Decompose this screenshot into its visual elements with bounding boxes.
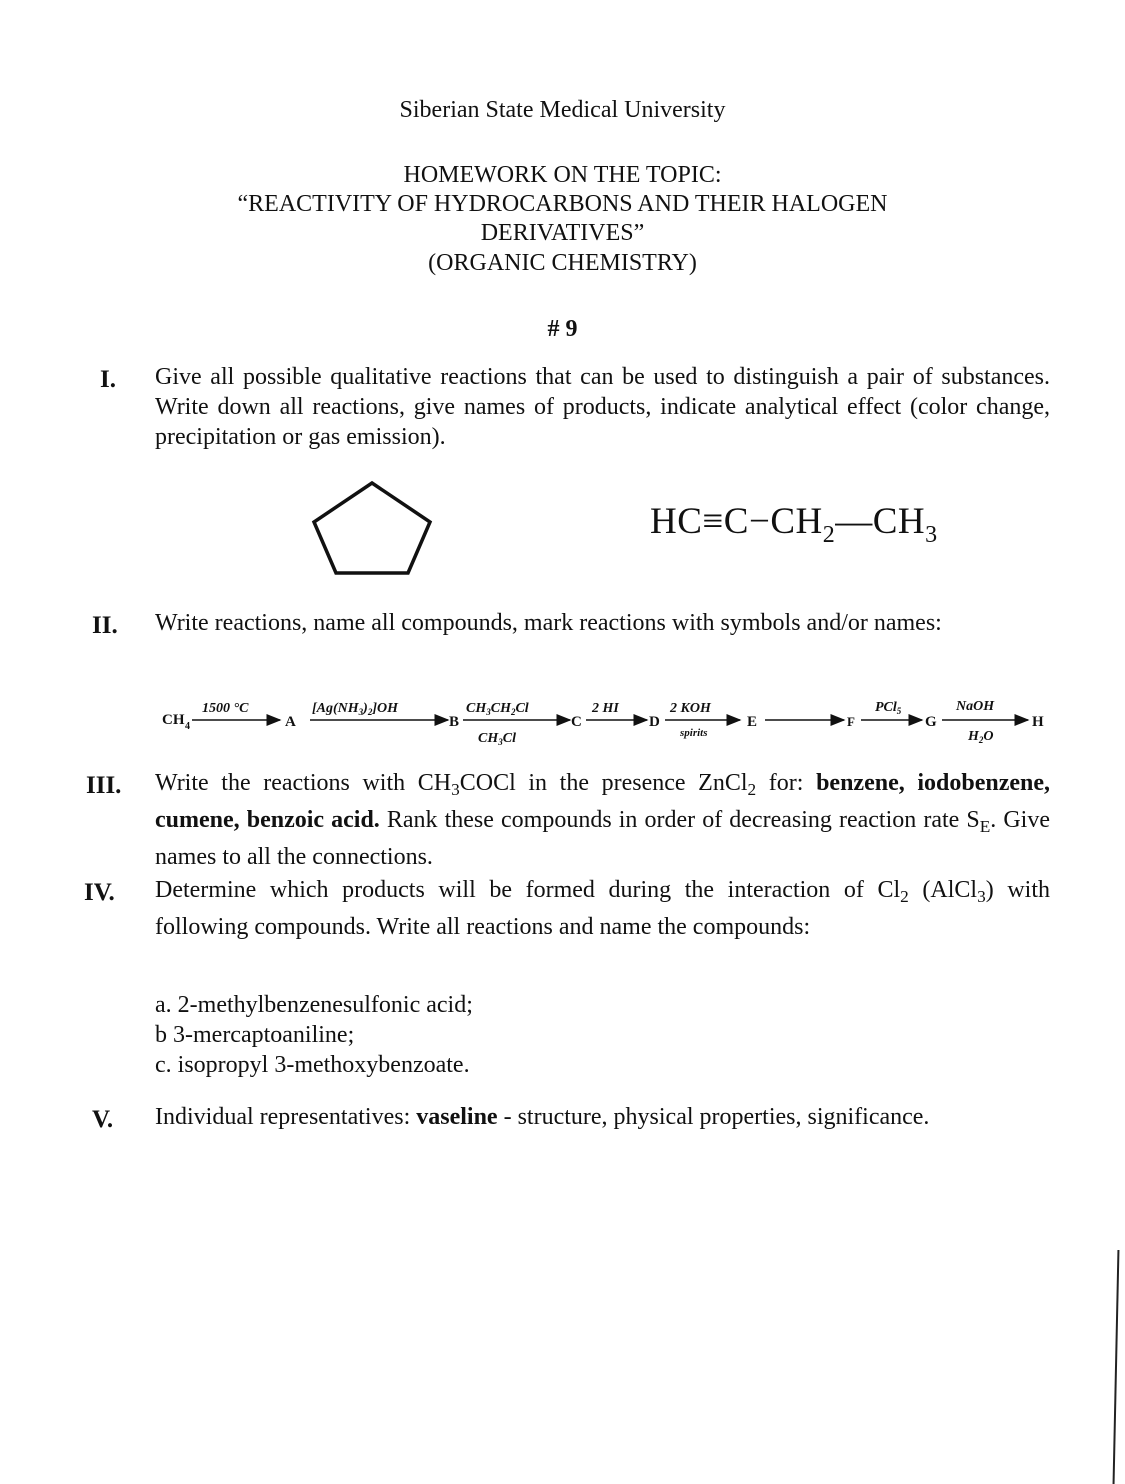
task-2-text: Write reactions, name all compounds, mark reactions with symbols and/or names: — [155, 610, 942, 636]
formula-hc: HC — [650, 501, 703, 542]
formula-c: C — [723, 501, 749, 542]
butyne-formula — [650, 500, 938, 549]
scheme-condition-5-below: spirits — [680, 727, 708, 739]
task-4-item-c: c. isopropyl 3-methoxybenzoate. — [155, 1052, 470, 1078]
scheme-start-sub: 4 — [185, 721, 190, 732]
task-4-numeral: IV. — [84, 879, 115, 906]
topic-line-2: “REACTIVITY OF HYDROCARBONS AND THEIR HALOGEN — [237, 191, 888, 217]
scheme-product-f: F — [847, 714, 855, 729]
task-4-text: Determine which products will be formed during the interaction of $Cl_2$ (AlCl$_3$) with following compounds. Write all reactions and name the compounds: — [155, 877, 1050, 940]
topic-line-3: DERIVATIVES” — [480, 220, 645, 246]
scheme-condition-8-below: $H_2O$ — [968, 729, 994, 745]
scheme-condition-7: PCl$_5$ — [875, 700, 902, 716]
scheme-product-e: E — [747, 714, 758, 730]
formula-ch3: CH — [872, 501, 926, 542]
task-5-text: Individual representatives: vaseline - structure, physical properties, significance. — [155, 1104, 930, 1130]
scheme-condition-3-above: $CH_3CH_2Cl$ — [466, 701, 529, 717]
scheme-product-g: G — [925, 714, 937, 730]
task-4-item-a: a. 2-methylbenzenesulfonic acid; — [155, 992, 473, 1018]
scheme-start-ch: CH — [162, 712, 185, 728]
task-5-substance: vaseline — [416, 1104, 498, 1130]
formula-ch2: CH — [770, 501, 823, 542]
task-1-numeral: I. — [100, 366, 116, 393]
formula-sub-3: 3 — [925, 522, 938, 548]
scheme-product-c: C — [571, 714, 582, 730]
task-3-numeral: III. — [86, 772, 122, 799]
variant-number: # 9 — [547, 316, 578, 342]
scheme-product-b: B — [449, 714, 460, 730]
task-2-numeral: II. — [92, 612, 118, 639]
task-4-item-b: b 3-mercaptoaniline; — [155, 1022, 355, 1048]
cyclopentane-structure — [305, 478, 440, 578]
scheme-condition-5-above: 2 KOH — [670, 701, 711, 716]
task-5-numeral: V. — [92, 1106, 114, 1133]
scheme-condition-8-above: NaOH — [956, 699, 995, 714]
task-3-compounds: benzene, iodobenzene, cumene, benzoic acid. — [155, 770, 1051, 833]
scheme-product-d: D — [649, 714, 660, 730]
scheme-condition-1: 1500 °C — [202, 701, 249, 716]
scheme-product-a: A — [285, 714, 296, 730]
task-3-text: Write the reactions with $CH_3COCl$ in the presence ZnCl$_2$ for: benzene, iodobenzene, cumene, benzoic acid. Rank these compounds in order of decreasing reaction rate $S_E$. Give names to all the connections. — [155, 770, 1051, 870]
formula-single-bond: − — [748, 501, 771, 542]
topic-line-4: (ORGANIC CHEMISTRY) — [428, 250, 697, 276]
scheme-product-h: H — [1032, 714, 1044, 730]
scheme-condition-2: $[Ag(NH_3)_2]OH$ — [312, 701, 399, 717]
scheme-condition-4: 2 HI — [592, 701, 619, 716]
university-name: Siberian State Medical University — [399, 97, 726, 123]
reaction-scheme — [150, 680, 1070, 750]
page-edge-line — [1113, 1250, 1120, 1484]
scheme-condition-3-below: $CH_3Cl$ — [478, 731, 516, 747]
formula-long-bond: — — [835, 501, 873, 542]
formula-triple-bond: ≡ — [702, 501, 724, 542]
formula-sub-2: 2 — [822, 522, 836, 548]
topic-line-1: HOMEWORK ON THE TOPIC: — [403, 162, 722, 188]
task-1-text: Give all possible qualitative reactions that can be used to distinguish a pair of substances. Write down all reactions, give names of products, indicate analytical effect (color change, precipitation or gas emission). — [155, 364, 1050, 450]
